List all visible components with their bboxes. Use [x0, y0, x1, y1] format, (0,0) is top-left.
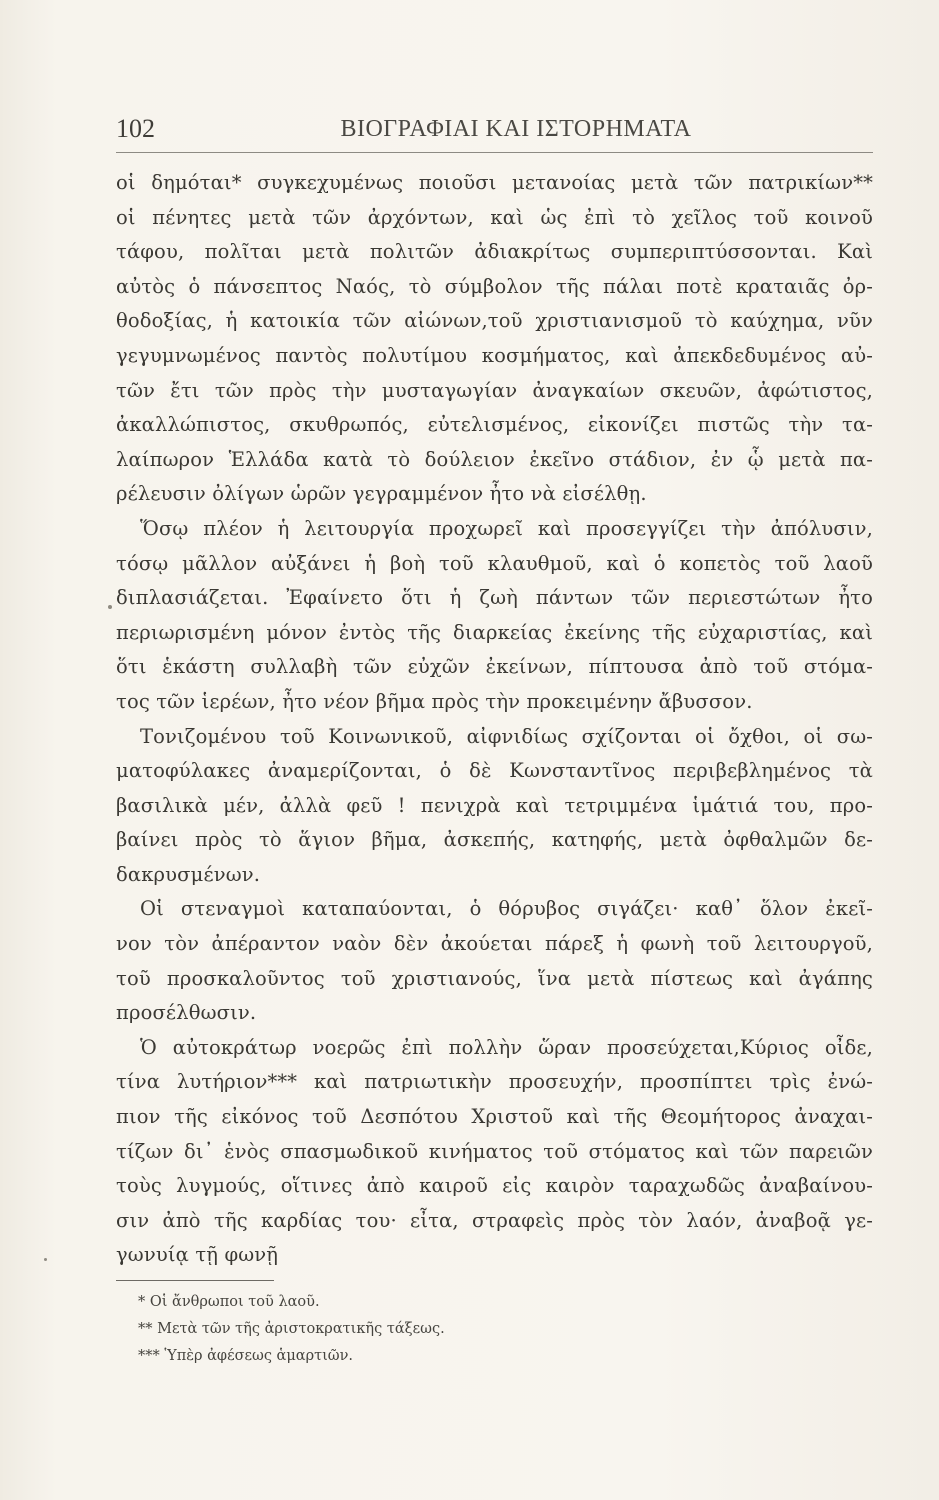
page-number: 102	[116, 114, 155, 143]
footnote: *** Ὑπὲρ ἀφέσεως ἁμαρτιῶν.	[138, 1348, 354, 1364]
text-line: οἱ δημόται* συγκεχυμένως ποιοῦσι μετανοίας μετὰ τῶν πατρικίων**	[116, 171, 873, 194]
text-line: Τονιζομένου τοῦ Κοινωνικοῦ, αἰφνιδίως σχίζονται οἱ ὄχθοι, οἱ σω-	[140, 724, 873, 748]
text-line: τῶν ἔτι τῶν πρὸς τὴν μυσταγωγίαν ἀναγκαίων σκευῶν, ἀφώτιστος,	[116, 378, 873, 402]
text-line: νον τὸν ἀπέραντον ναὸν δὲν ἀκούεται πάρεξ ἡ φωνὴ τοῦ λειτουργοῦ,	[116, 932, 873, 956]
paper-speck	[108, 605, 112, 609]
text-line: θοδοξίας, ἡ κατοικία τῶν αἰώνων,τοῦ χριστιανισμοῦ τὸ καύχημα, νῦν	[116, 309, 873, 333]
text-line: διπλασιάζεται. Ἐφαίνετο ὅτι ἡ ζωὴ πάντων τῶν περιεστώτων ἦτο	[116, 586, 873, 610]
text-line: ἀκαλλώπιστος, σκυθρωπός, εὐτελισμένος, εἰκονίζει πιστῶς τὴν τα-	[116, 413, 873, 437]
text-line: ρέλευσιν ὀλίγων ὡρῶν γεγραμμένον ἦτο νὰ εἰσέλθῃ.	[116, 482, 647, 506]
footnote: ** Μετὰ τῶν τῆς ἀριστοκρατικῆς τάξεως.	[138, 1321, 445, 1337]
text-line: τίνα λυτήριον*** καὶ πατριωτικὴν προσευχήν, προσπίπτει τρὶς ἐνώ-	[116, 1070, 873, 1094]
text-line: αὐτὸς ὁ πάνσεπτος Ναός, τὸ σύμβολον τῆς πάλαι ποτὲ κραταιᾶς ὀρ-	[116, 274, 873, 298]
text-line: σιν ἀπὸ τῆς καρδίας του· εἶτα, στραφεὶς πρὸς τὸν λαόν, ἀναβοᾷ γε-	[116, 1208, 873, 1232]
text-line: περιωρισμένη μόνον ἐντὸς τῆς διαρκείας ἐκείνης τῆς εὐχαριστίας, καὶ	[116, 620, 873, 644]
text-line: δακρυσμένων.	[116, 862, 261, 886]
paper-speck	[44, 1258, 47, 1261]
text-line: ματοφύλακες ἀναμερίζονται, ὁ δὲ Κωνσταντῖνος περιβεβλημένος τὰ	[116, 759, 873, 783]
text-line: τοῦ προσκαλοῦντος τοῦ χριστιανούς, ἵνα μετὰ πίστεως καὶ ἀγάπης	[116, 966, 873, 990]
text-line: βαίνει πρὸς τὸ ἅγιον βῆμα, ἀσκεπής, κατηφής, μετὰ ὀφθαλμῶν δε-	[116, 828, 873, 852]
text-line: τος τῶν ἱερέων, ἦτο νέον βῆμα πρὸς τὴν προκειμένην ἄβυσσον.	[116, 689, 753, 713]
running-title: ΒΙΟΓΡΑΦΙΑΙ ΚΑΙ ΙΣΤΟΡΗΜΑΤΑ	[340, 116, 692, 142]
text-line: τίζων δι᾽ ἑνὸς σπασμωδικοῦ κινήματος τοῦ στόματος καὶ τῶν παρειῶν	[116, 1139, 873, 1163]
text-line: πιον τῆς εἰκόνος τοῦ Δεσπότου Χριστοῦ καὶ τῆς Θεομήτορος ἀναχαι-	[116, 1105, 873, 1129]
text-line: Οἱ στεναγμοὶ καταπαύονται, ὁ θόρυβος σιγάζει· καθ᾽ ὅλον ἐκεῖ-	[140, 897, 873, 921]
text-line: γωνυίᾳ τῇ φωνῇ	[116, 1243, 279, 1267]
text-line: τοὺς λυγμούς, οἵτινες ἀπὸ καιροῦ εἰς καιρὸν ταραχωδῶς ἀναβαίνου-	[116, 1174, 873, 1198]
footnote-rule	[116, 1280, 274, 1281]
header-rule	[116, 152, 873, 153]
text-line: τάφου, πολῖται μετὰ πολιτῶν ἀδιακρίτως συμπεριπτύσσονται. Καὶ	[116, 240, 873, 264]
page-header	[116, 114, 876, 154]
text-line: γεγυμνωμένος παντὸς πολυτίμου κοσμήματος, καὶ ἀπεκδεδυμένος αὐ-	[116, 343, 873, 367]
text-line: προσέλθωσιν.	[116, 1001, 257, 1025]
text-line: τόσῳ μᾶλλον αὐξάνει ἡ βοὴ τοῦ κλαυθμοῦ, καὶ ὁ κοπετὸς τοῦ λαοῦ	[116, 551, 873, 575]
footnote: * Οἱ ἄνθρωποι τοῦ λαοῦ.	[138, 1294, 320, 1310]
footnotes	[138, 1289, 738, 1370]
text-line: Ὁ αὐτοκράτωρ νοερῶς ἐπὶ πολλὴν ὥραν προσεύχεται,Κύριος οἶδε,	[140, 1035, 873, 1059]
text-line: ὅτι ἑκάστη συλλαβὴ τῶν εὐχῶν ἐκείνων, πίπτουσα ἀπὸ τοῦ στόμα-	[116, 655, 873, 679]
text-line: οἱ πένητες μετὰ τῶν ἀρχόντων, καὶ ὡς ἐπὶ τὸ χεῖλος τοῦ κοινοῦ	[116, 205, 873, 229]
text-line: λαίπωρον Ἑλλάδα κατὰ τὸ δούλειον ἐκεῖνο στάδιον, ἐν ᾧ μετὰ πα-	[116, 447, 873, 471]
body-text	[116, 166, 873, 1273]
text-line: βασιλικὰ μέν, ἀλλὰ φεῦ ! πενιχρὰ καὶ τετριμμένα ἱμάτιά του, προ-	[116, 793, 873, 817]
text-line: Ὅσῳ πλέον ἡ λειτουργία προχωρεῖ καὶ προσεγγίζει τὴν ἀπόλυσιν,	[140, 516, 873, 540]
